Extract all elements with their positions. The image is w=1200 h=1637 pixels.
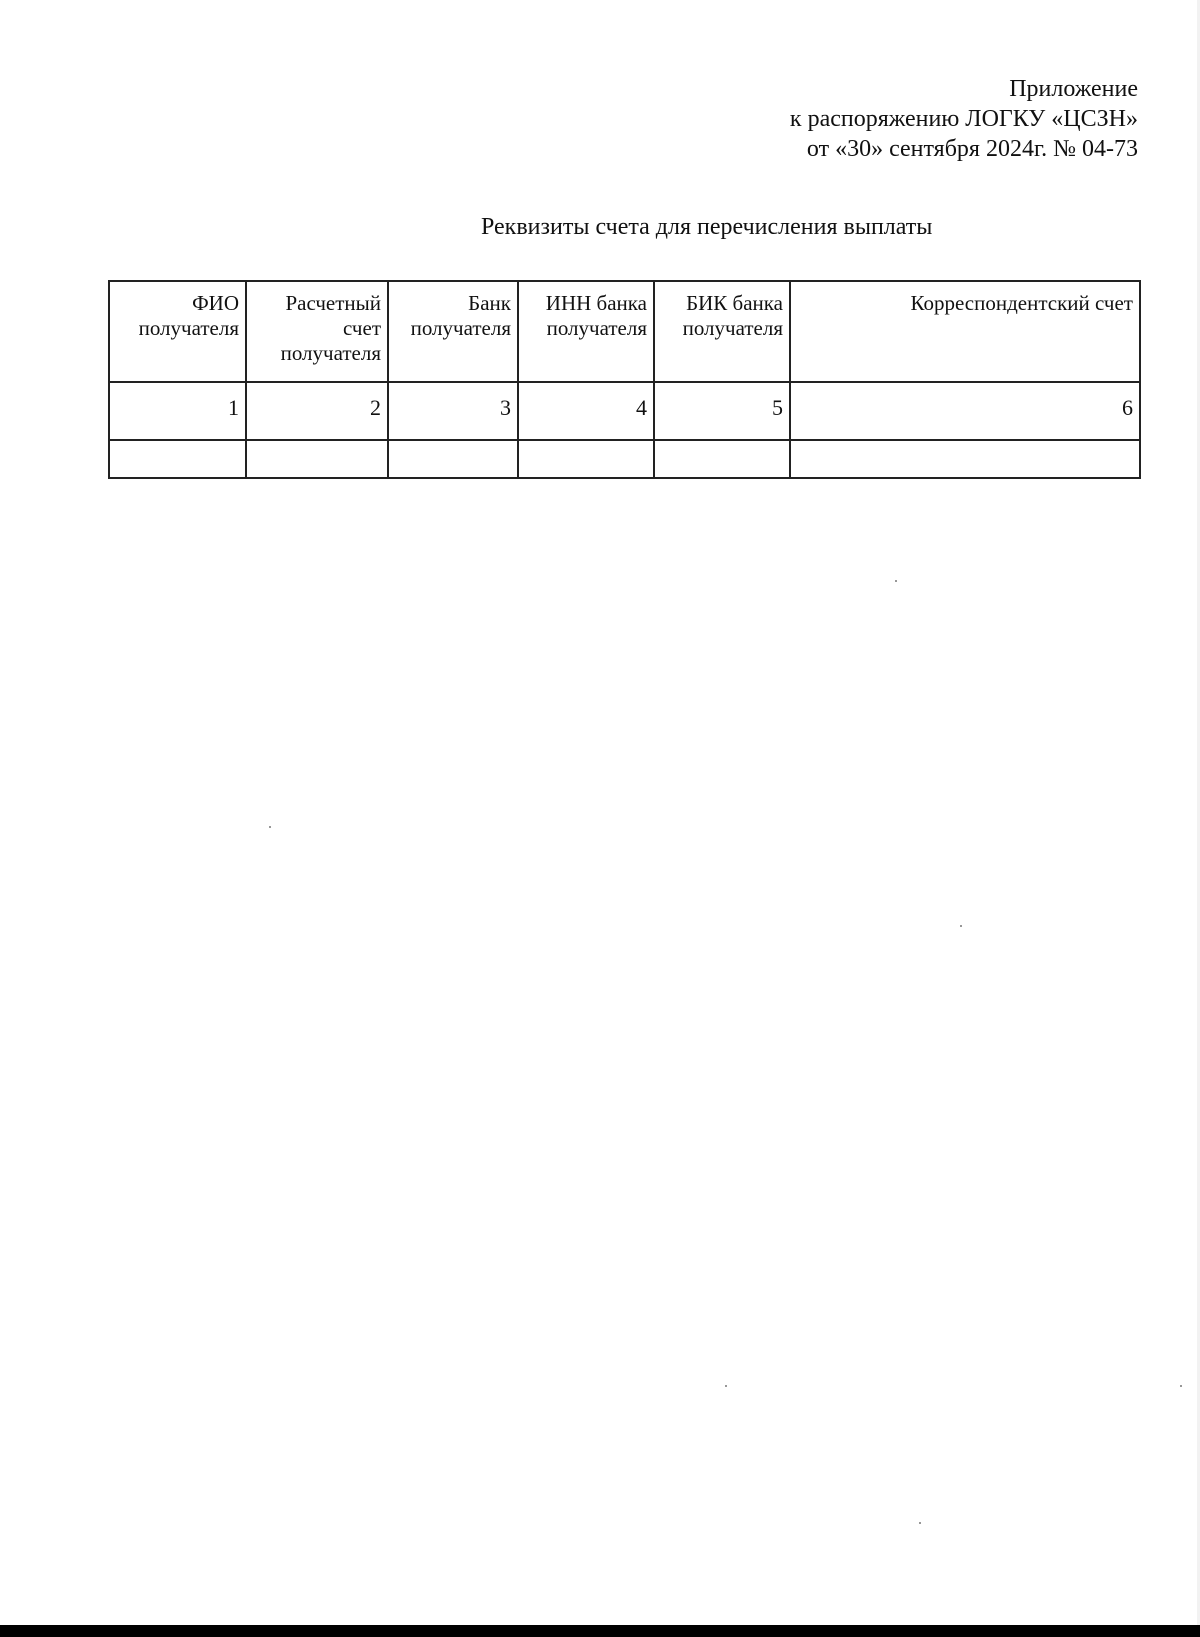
column-number-cell: 4 — [518, 382, 654, 440]
scan-speck — [1180, 1385, 1182, 1387]
scan-speck — [895, 580, 897, 582]
header-cell-bank-bik: БИК банка получателя — [654, 281, 790, 382]
column-number-cell: 3 — [388, 382, 518, 440]
scan-speck — [960, 925, 962, 927]
header-cell-bank-inn: ИНН банка получателя — [518, 281, 654, 382]
appendix-order-date: от «30» сентября 2024г. № 04-73 — [806, 136, 1138, 162]
column-number-cell: 1 — [109, 382, 246, 440]
empty-cell — [109, 440, 246, 478]
column-number-cell: 6 — [790, 382, 1140, 440]
scan-speck — [919, 1522, 921, 1524]
appendix-order-ref: к распоряжению ЛОГКУ «ЦСЗН» — [789, 106, 1138, 132]
empty-cell — [518, 440, 654, 478]
header-cell-account: Расчетный счет получателя — [246, 281, 388, 382]
table-header-row — [109, 281, 1140, 382]
appendix-label: Приложение — [1009, 76, 1138, 102]
document-title: Реквизиты счета для перечисления выплаты — [481, 214, 933, 240]
scan-speck — [725, 1385, 727, 1387]
empty-cell — [246, 440, 388, 478]
scan-speck — [269, 826, 271, 828]
header-cell-corr-account: Корреспондентский счет — [790, 281, 1140, 382]
appendix-header — [790, 74, 1138, 164]
header-cell-bank: Банк получателя — [388, 281, 518, 382]
column-number-cell: 2 — [246, 382, 388, 440]
requisites-table — [108, 280, 1141, 479]
scan-bottom-edge — [0, 1625, 1200, 1637]
empty-cell — [790, 440, 1140, 478]
empty-cell — [654, 440, 790, 478]
column-number-cell: 5 — [654, 382, 790, 440]
table-number-row — [109, 382, 1140, 440]
header-cell-fio: ФИО получателя — [109, 281, 246, 382]
table-empty-row — [109, 440, 1140, 478]
empty-cell — [388, 440, 518, 478]
